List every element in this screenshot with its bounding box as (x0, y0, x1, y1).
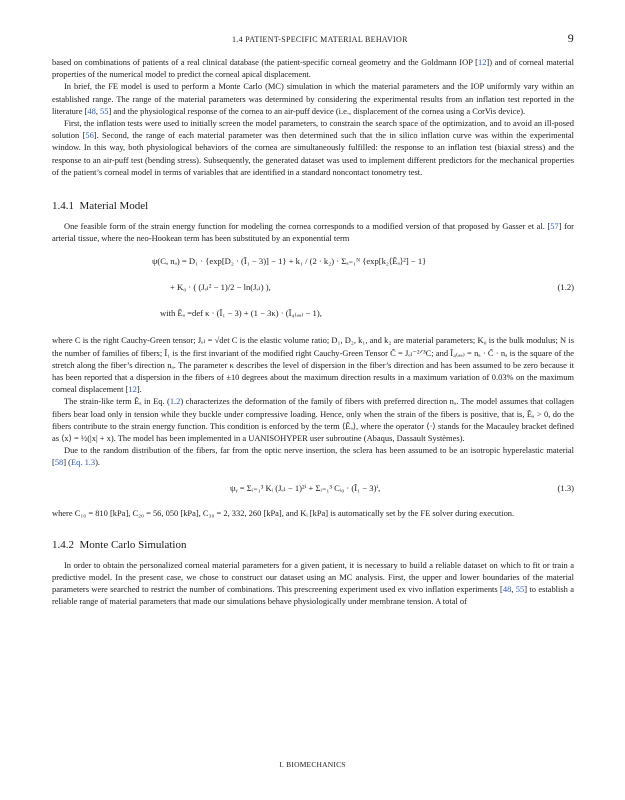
equation-ref-link[interactable]: 1.2 (169, 396, 181, 407)
citation-link[interactable]: 12 (477, 57, 487, 67)
equation-number: (1.3) (557, 482, 574, 493)
section-heading-monte-carlo: 1.4.2 Monte Carlo Simulation (52, 538, 187, 551)
equation-ref-link[interactable]: Eq. 1.3 (70, 457, 96, 468)
citation-link[interactable]: 48 (502, 584, 512, 595)
equation-1-2 (52, 250, 574, 328)
paragraph-6: The strain-like term Ẽₐ in Eq. (1.2) characterizes the deformation of the family of fibers with preferred direction nₐ. The model assumes that collagen fibers bear load only in tension while they buckle under compressive loading. Hence, only when the strain of the fibers is positive, that is, Ẽₐ > 0, do the fibers contribute to the strain energy function. This condition is enforced by the term ⟨Ẽₐ⟩, where the operator ⟨·⟩ stands for the Macauley bracket defined as ⟨x⟩ = ½(|x| + x). The model has been implemented in a UANISOHYPER user subroutine (Abaqus, Dassault Systèmes). (52, 396, 574, 444)
paragraph-4: One feasible form of the strain energy function for modeling the cornea corresponds to a modified version of that proposed by Gasser et al. [57] for arterial tissue, where the neo-Hookean term has been substituted by an exponential term (52, 221, 574, 244)
paragraph-2: In brief, the FE model is used to perform a Monte Carlo (MC) simulation in which the material parameters and the IOP uniformly vary within an established range. The range of the material parameters was determined by considering the experimental results from an inflation test reported in the literature [48, 55] and the physiological response of the cornea to an air-puff device (i.e., displacement of the cornea using a CorVis device). (52, 81, 574, 116)
equation-1-3 (52, 473, 574, 507)
page-body (52, 56, 574, 608)
page-footer: I. BIOMECHANICS (279, 760, 346, 769)
paragraph-1: based on combinations of patients of a real clinical database (the patient-specific corneal geometry and the Goldmann IOP [12]) and of corneal material properties of the numerical model to predict the corneal apical displacement. (52, 57, 574, 80)
running-head-title: 1.4 PATIENT-SPECIFIC MATERIAL BEHAVIOR (232, 35, 408, 44)
equation-1-2-line-3: with Ẽₐ =def κ · (Ĩ₁ − 3) + (1 − 3κ) · (Ĩ₄₍ₐₐ₎ − 1), (160, 308, 322, 319)
running-head (52, 31, 574, 47)
paragraph-5: where C is the right Cauchy-Green tensor; Jₑₗ = √det C is the elastic volume ratio; D₁, D₂, k₁, and k₂ are material parameters; K₀ is the bulk modulus; N is the number of families of fibers; Ĩ₁ is the first invariant of the modified right Cauchy-Green Tensor C̃ = Jₑₗ⁻²ᐟ³C; and Ĩ₄₍ₐₐ₎ = nₐ · C̃ · nₐ is the square of the stretch along the fiber’s direction nₐ. The parameter κ describes the level of dispersion in the fiber’s direction and has been assumed to be zero because it has been reported that a dispersion in the fibers of ±10 degrees about the maximum direction results in a maximum variation of 0.03% on the maximum corneal displacement [12]. (52, 335, 574, 395)
equation-number: (1.2) (557, 282, 574, 293)
citation-link[interactable]: 12 (128, 384, 137, 395)
citation-link[interactable]: 55 (100, 105, 109, 116)
citation-link[interactable]: 56 (85, 130, 94, 141)
section-heading-material-model: 1.4.1 Material Model (52, 200, 149, 213)
citation-link[interactable]: 57 (550, 221, 559, 232)
paragraph-8: where C₁₀ = 810 [kPa], C₂₀ = 56, 050 [kPa], C₃₀ = 2, 332, 260 [kPa], and Kᵢ [kPa] is automatically set by the FE solver during execution. (52, 507, 515, 518)
paragraph-7: Due to the random distribution of the fibers, far from the optic nerve insertion, the sclera has been assumed to be an isotropic hyperelastic material [58] (Eq. 1.3). (52, 445, 574, 468)
equation-1-2-line-1: ψ(C, nₐ) = D₁ · {exp[D₂ · (Ĩ₁ − 3)] − 1} + k₁ / (2 · k₂) · Σₐ₌₁ᴺ {exp[k₂⟨Ẽₐ⟩²] − 1} (152, 256, 427, 267)
citation-link[interactable]: 48 (87, 105, 96, 116)
citation-link[interactable]: 58 (54, 457, 64, 468)
equation-1-3-line-1: ψᵧ = Σᵢ₌₁³ Kᵢ (Jₑₗ − 1)²ⁱ + Σᵢ₌₁³ Cᵢ₀ · (Ĩ₁ − 3)ⁱ, (230, 482, 381, 493)
equation-1-2-line-2: + K₀ · ( (Jₑₗ² − 1)/2 − ln(Jₑₗ) ), (170, 282, 271, 293)
paragraph-9: In order to obtain the personalized corneal material parameters for a given patient, it is necessary to build a reliable dataset on which to fit or train a predictive model. In the present case, we chose to construct our dataset using an MC analysis. First, the upper and lower boundaries of the material parameters were searched to restrict the number of combinations. This prescreening experiment used ex vivo inflation experiments [48, 55] to establish a reliable range of material parameters that made our simulations behave physiologically under membrane tension. A total of (52, 559, 574, 607)
paragraph-3: First, the inflation tests were used to initially screen the model parameters, to constrain the search space of the optimization, and to avoid an ill-posed solution [56]. Second, the range of each material parameter was then determined such that the in silico inflation curve was within the experimental window. In this way, both physiological behaviors of the cornea are simultaneously fulfilled: the response to an inflation test (biaxial stress) and the response to an air-puff test (bending stress). Subsequently, the generated dataset was used to implement different predictors for the mechanical properties of the patient’s corneal model in terms of variables that are identified in a standard noncontact tonometry test. (52, 118, 574, 177)
citation-link[interactable]: 55 (515, 584, 525, 595)
page-number: 9 (567, 31, 574, 45)
